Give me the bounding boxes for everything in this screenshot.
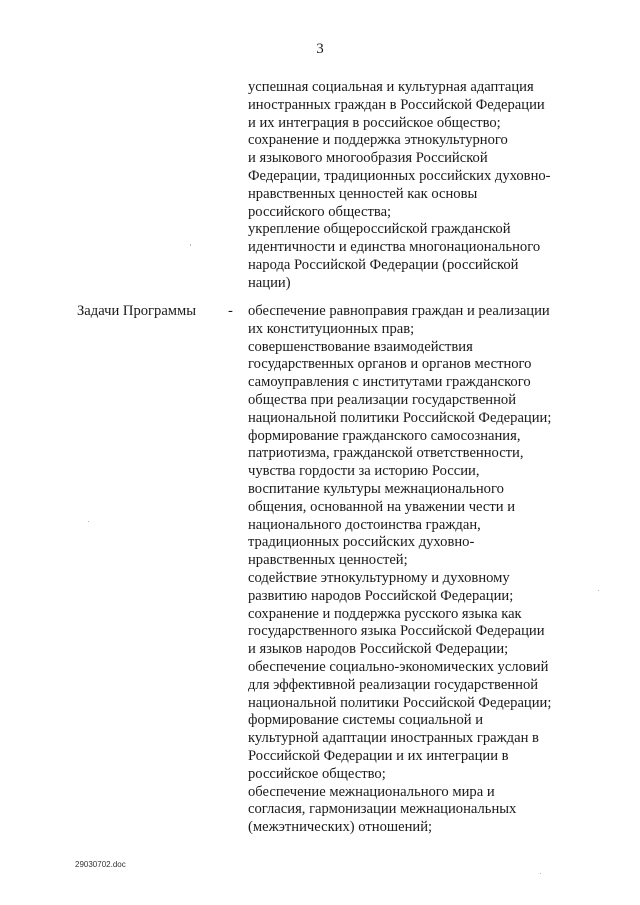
text-line: общества при реализации государственной: [248, 391, 517, 408]
text-line: общения, основанной на уважении чести и: [248, 498, 516, 515]
text-line: согласия, гармонизации межнациональных: [248, 801, 517, 818]
text-line: народа Российской Федерации (российской: [248, 256, 519, 273]
scan-speck: [88, 521, 89, 522]
text-line: идентичности и единства многонационального: [248, 239, 541, 256]
footer-filename: 29030702.doc: [75, 860, 126, 869]
text-line: и языков народов Российской Федерации;: [248, 641, 509, 658]
text-line: сохранение и поддержка русского языка как: [248, 605, 522, 622]
tasks-section-label: Задачи Программы: [77, 303, 197, 319]
text-line: культурной адаптации иностранных граждан в: [248, 730, 539, 747]
text-line: государственного языка Российской Федерации: [248, 623, 545, 640]
text-line: традиционных российских духовно-: [248, 534, 475, 551]
text-line: нравственных ценностей как основы: [248, 185, 478, 202]
tasks-text: [248, 303, 578, 837]
text-line: формирование системы социальной и: [248, 712, 484, 729]
text-line: для эффективной реализации государственной: [248, 676, 539, 693]
text-line: и их интеграция в российское общество;: [248, 114, 501, 131]
text-line: обеспечение равноправия граждан и реализации: [248, 303, 550, 319]
text-line: нравственных ценностей;: [248, 552, 408, 569]
text-line: иностранных граждан в Российской Федерации: [248, 96, 545, 113]
scan-speck: [190, 244, 191, 246]
text-line: содействие этнокультурному и духовному: [248, 569, 510, 586]
text-line: и языкового многообразия Российской: [248, 150, 488, 167]
text-line: самоуправления с институтами гражданского: [248, 374, 531, 391]
text-line: национального достоинства граждан,: [248, 516, 481, 533]
text-line: формирование гражданского самосознания,: [248, 427, 521, 444]
text-line: нации): [248, 274, 291, 291]
text-line: национальной политики Российской Федерации;: [248, 409, 552, 426]
text-line: их конституционных прав;: [248, 320, 415, 337]
text-line: патриотизма, гражданской ответственности,: [248, 445, 524, 462]
text-line: Российской Федерации и их интеграции в: [248, 747, 509, 764]
scan-speck: [540, 873, 541, 874]
text-line: Федерации, традиционных российских духовно-: [248, 167, 551, 184]
text-line: государственных органов и органов местного: [248, 356, 532, 373]
page-number: 3: [316, 41, 324, 57]
text-line: российское общество;: [248, 765, 386, 782]
text-line: обеспечение межнационального мира и: [248, 783, 495, 800]
text-line: совершенствование взаимодействия: [248, 338, 473, 355]
text-line: российского общества;: [248, 203, 392, 220]
text-line: сохранение и поддержка этнокультурного: [248, 132, 508, 149]
text-line: обеспечение социально-экономических условий: [248, 658, 549, 675]
text-line: успешная социальная и культурная адаптация: [248, 79, 534, 95]
text-line: развитию народов Российской Федерации;: [248, 587, 514, 604]
scan-speck: [598, 590, 599, 591]
text-line: воспитание культуры межнационального: [248, 480, 504, 497]
label-dash: -: [228, 303, 233, 319]
text-line: национальной политики Российской Федерации;: [248, 694, 552, 711]
text-line: чувства гордости за историю России,: [248, 463, 480, 480]
text-line: (межэтнических) отношений;: [248, 819, 433, 836]
text-line: укрепление общероссийской гражданской: [248, 221, 511, 238]
goals-continuation-text: [248, 79, 578, 293]
